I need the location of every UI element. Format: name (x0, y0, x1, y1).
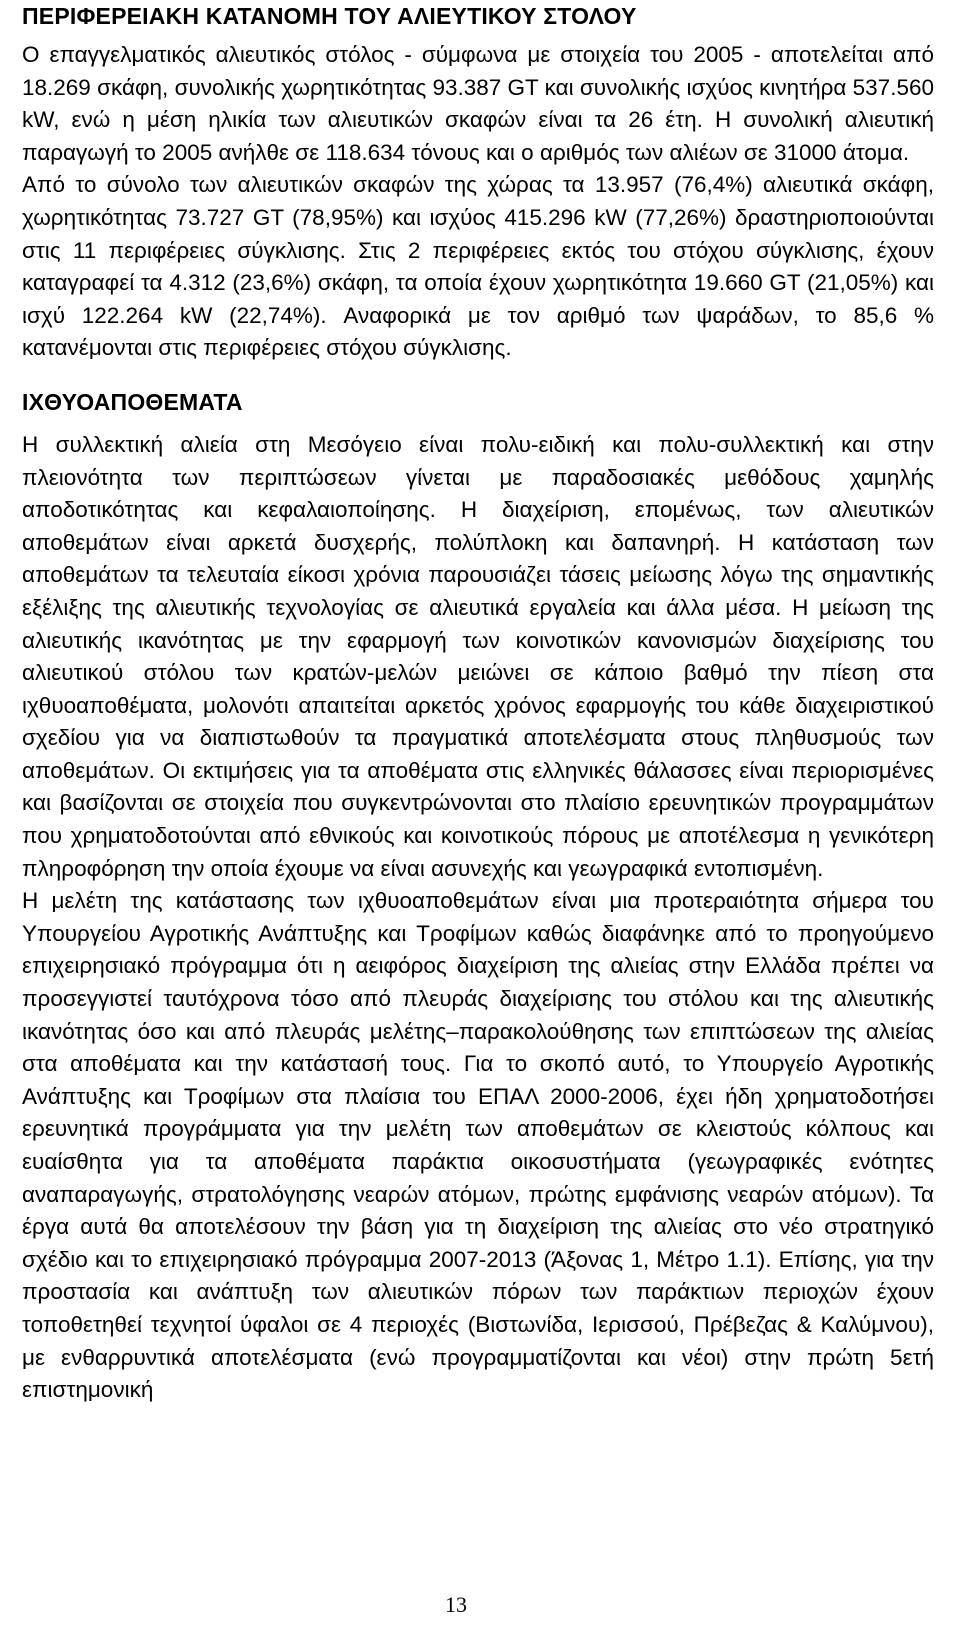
paragraph-stocks-study: Η μελέτη της κατάστασης των ιχθυοαποθεμάτων είναι μια προτεραιότητα σήμερα του Υπουργείου Αγροτικής Ανάπτυξης και Τροφίμων καθώς διαφάνηκε από το προηγούμενο επιχειρησιακό πρόγραμμα ότι η αειφόρος διαχείριση της αλιείας στην Ελλάδα πρέπει να προσεγγιστεί ταυτόχρονα τόσο από πλευράς διαχείρισης του στόλου και της αλιευτικής ικανότητας όσο και από πλευράς μελέτης–παρακολούθησης των επιπτώσεων της αλιείας στα αποθέματα και την κατάστασή τους. Για το σκοπό αυτό, το Υπουργείο Αγροτικής Ανάπτυξης και Τροφίμων στα πλαίσια του ΕΠΑΛ 2000-2006, έχει ήδη χρηματοδοτήσει ερευνητικά προγράμματα για την μελέτη των αποθεμάτων σε κλειστούς κόλπους και ευαίσθητα για τα αποθέματα παράκτια οικοσυστήματα (γεωγραφικές ενότητες αναπαραγωγής, στρατολόγησης νεαρών ατόμων, πρώτης εμφάνισης νεαρών ατόμων). Τα έργα αυτά θα αποτελέσουν την βάση για τη διαχείριση της αλιείας στο νέο στρατηγικό σχέδιο και το επιχειρησιακό πρόγραμμα 2007-2013 (Άξονας 1, Μέτρο 1.1). Επίσης, για την προστασία και ανάπτυξη των αλιευτικών πόρων των παράκτιων περιοχών έχουν τοποθετηθεί τεχνητοί ύφαλοι σε 4 περιοχές (Βιστωνίδα, Ιερισσού, Πρέβεζας & Καλύμνου), με ενθαρρυντικά αποτελέσματα (ενώ προγραμματίζονται και νέοι) στην πρώτη 5ετή επιστημονική (22, 888, 934, 1403)
spacer (22, 365, 934, 389)
spacer (22, 29, 934, 39)
document-page (22, 0, 934, 1640)
spacer (22, 415, 934, 429)
section-heading-fish-stocks: ΙΧΘΥΟΑΠΟΘΕΜΑΤΑ (22, 388, 243, 415)
section-heading-regional-distribution: ΠΕΡΙΦΕΡΕΙΑΚΗ ΚΑΤΑΝΟΜΗ ΤΟΥ ΑΛΙΕΥΤΙΚΟΥ ΣΤΟΛΟΥ (22, 3, 637, 29)
paragraph-fleet-regions: Από το σύνολο των αλιευτικών σκαφών της χώρας τα 13.957 (76,4%) αλιευτικά σκάφη, χωρητικότητας 73.727 GT (78,95%) και ισχύος 415.296 kW (77,26%) δραστηριοποιούνται στις 11 περιφέρειες σύγκλισης. Στις 2 περιφέρειες εκτός του στόχου σύγκλισης, έχουν καταγραφεί τα 4.312 (23,6%) σκάφη, τα οποία έχουν χωρητικότητα 19.660 GT (21,05%) και ισχύ 122.264 kW (22,74%). Αναφορικά με τον αριθμό των ψαράδων, το 85,6 % κατανέμονται στις περιφέρειες στόχου σύγκλισης. (22, 172, 934, 361)
page-number: 13 (445, 1592, 467, 1617)
paragraph-stocks-management: Η συλλεκτική αλιεία στη Μεσόγειο είναι πολυ-ειδική και πολυ-συλλεκτική και στην πλειονότητα των περιπτώσεων γίνεται με παραδοσιακές μεθόδους χαμηλής αποδοτικότητας και κεφαλαιοποίησης. Η διαχείριση, επομένως, των αλιευτικών αποθεμάτων είναι αρκετά δυσχερής, πολύπλοκη και δαπανηρή. Η κατάσταση των αποθεμάτων τα τελευταία είκοσι χρόνια παρουσιάζει τάσεις μείωσης λόγω της σημαντικής εξέλιξης της αλιευτικής τεχνολογίας σε αλιευτικά εργαλεία και άλλα μέσα. Η μείωση της αλιευτικής ικανότητας με την εφαρμογή των κοινοτικών κανονισμών διαχείρισης του αλιευτικού στόλου των κρατών-μελών μειώνει σε κάποιο βαθμό την πίεση στα ιχθυοαποθέματα, μολονότι απαιτείται αρκετός χρόνος εφαρμογής του κάθε διαχειριστικού σχεδίου για να διαπιστωθούν τα πραγματικά αποτελέσματα στους πληθυσμούς των αποθεμάτων. Οι εκτιμήσεις για τα αποθέματα στις ελληνικές θάλασσες είναι περιορισμένες και βασίζονται σε στοιχεία που συγκεντρώνονται στο πλαίσιο ερευνητικών προγραμμάτων που χρηματοδοτούνται από εθνικούς και κοινοτικούς πόρους με αποτέλεσμα η γενικότερη πληροφόρηση την οποία έχουμε να είναι ασυνεχής και γεωγραφικά εντοπισμένη. (22, 431, 934, 881)
paragraph-fleet-overview: Ο επαγγελματικός αλιευτικός στόλος - σύμφωνα με στοιχεία του 2005 - αποτελείται από 18.269 σκάφη, συνολικής χωρητικότητας 93.387 GT και συνολικής ισχύος κινητήρα 537.560 kW, ενώ η μέση ηλικία των αλιευτικών σκαφών είναι τα 26 έτη. Η συνολική αλιευτική παραγωγή το 2005 ανήλθε σε 118.634 τόνους και ο αριθμός των αλιέων σε 31000 άτομα. (22, 42, 934, 165)
